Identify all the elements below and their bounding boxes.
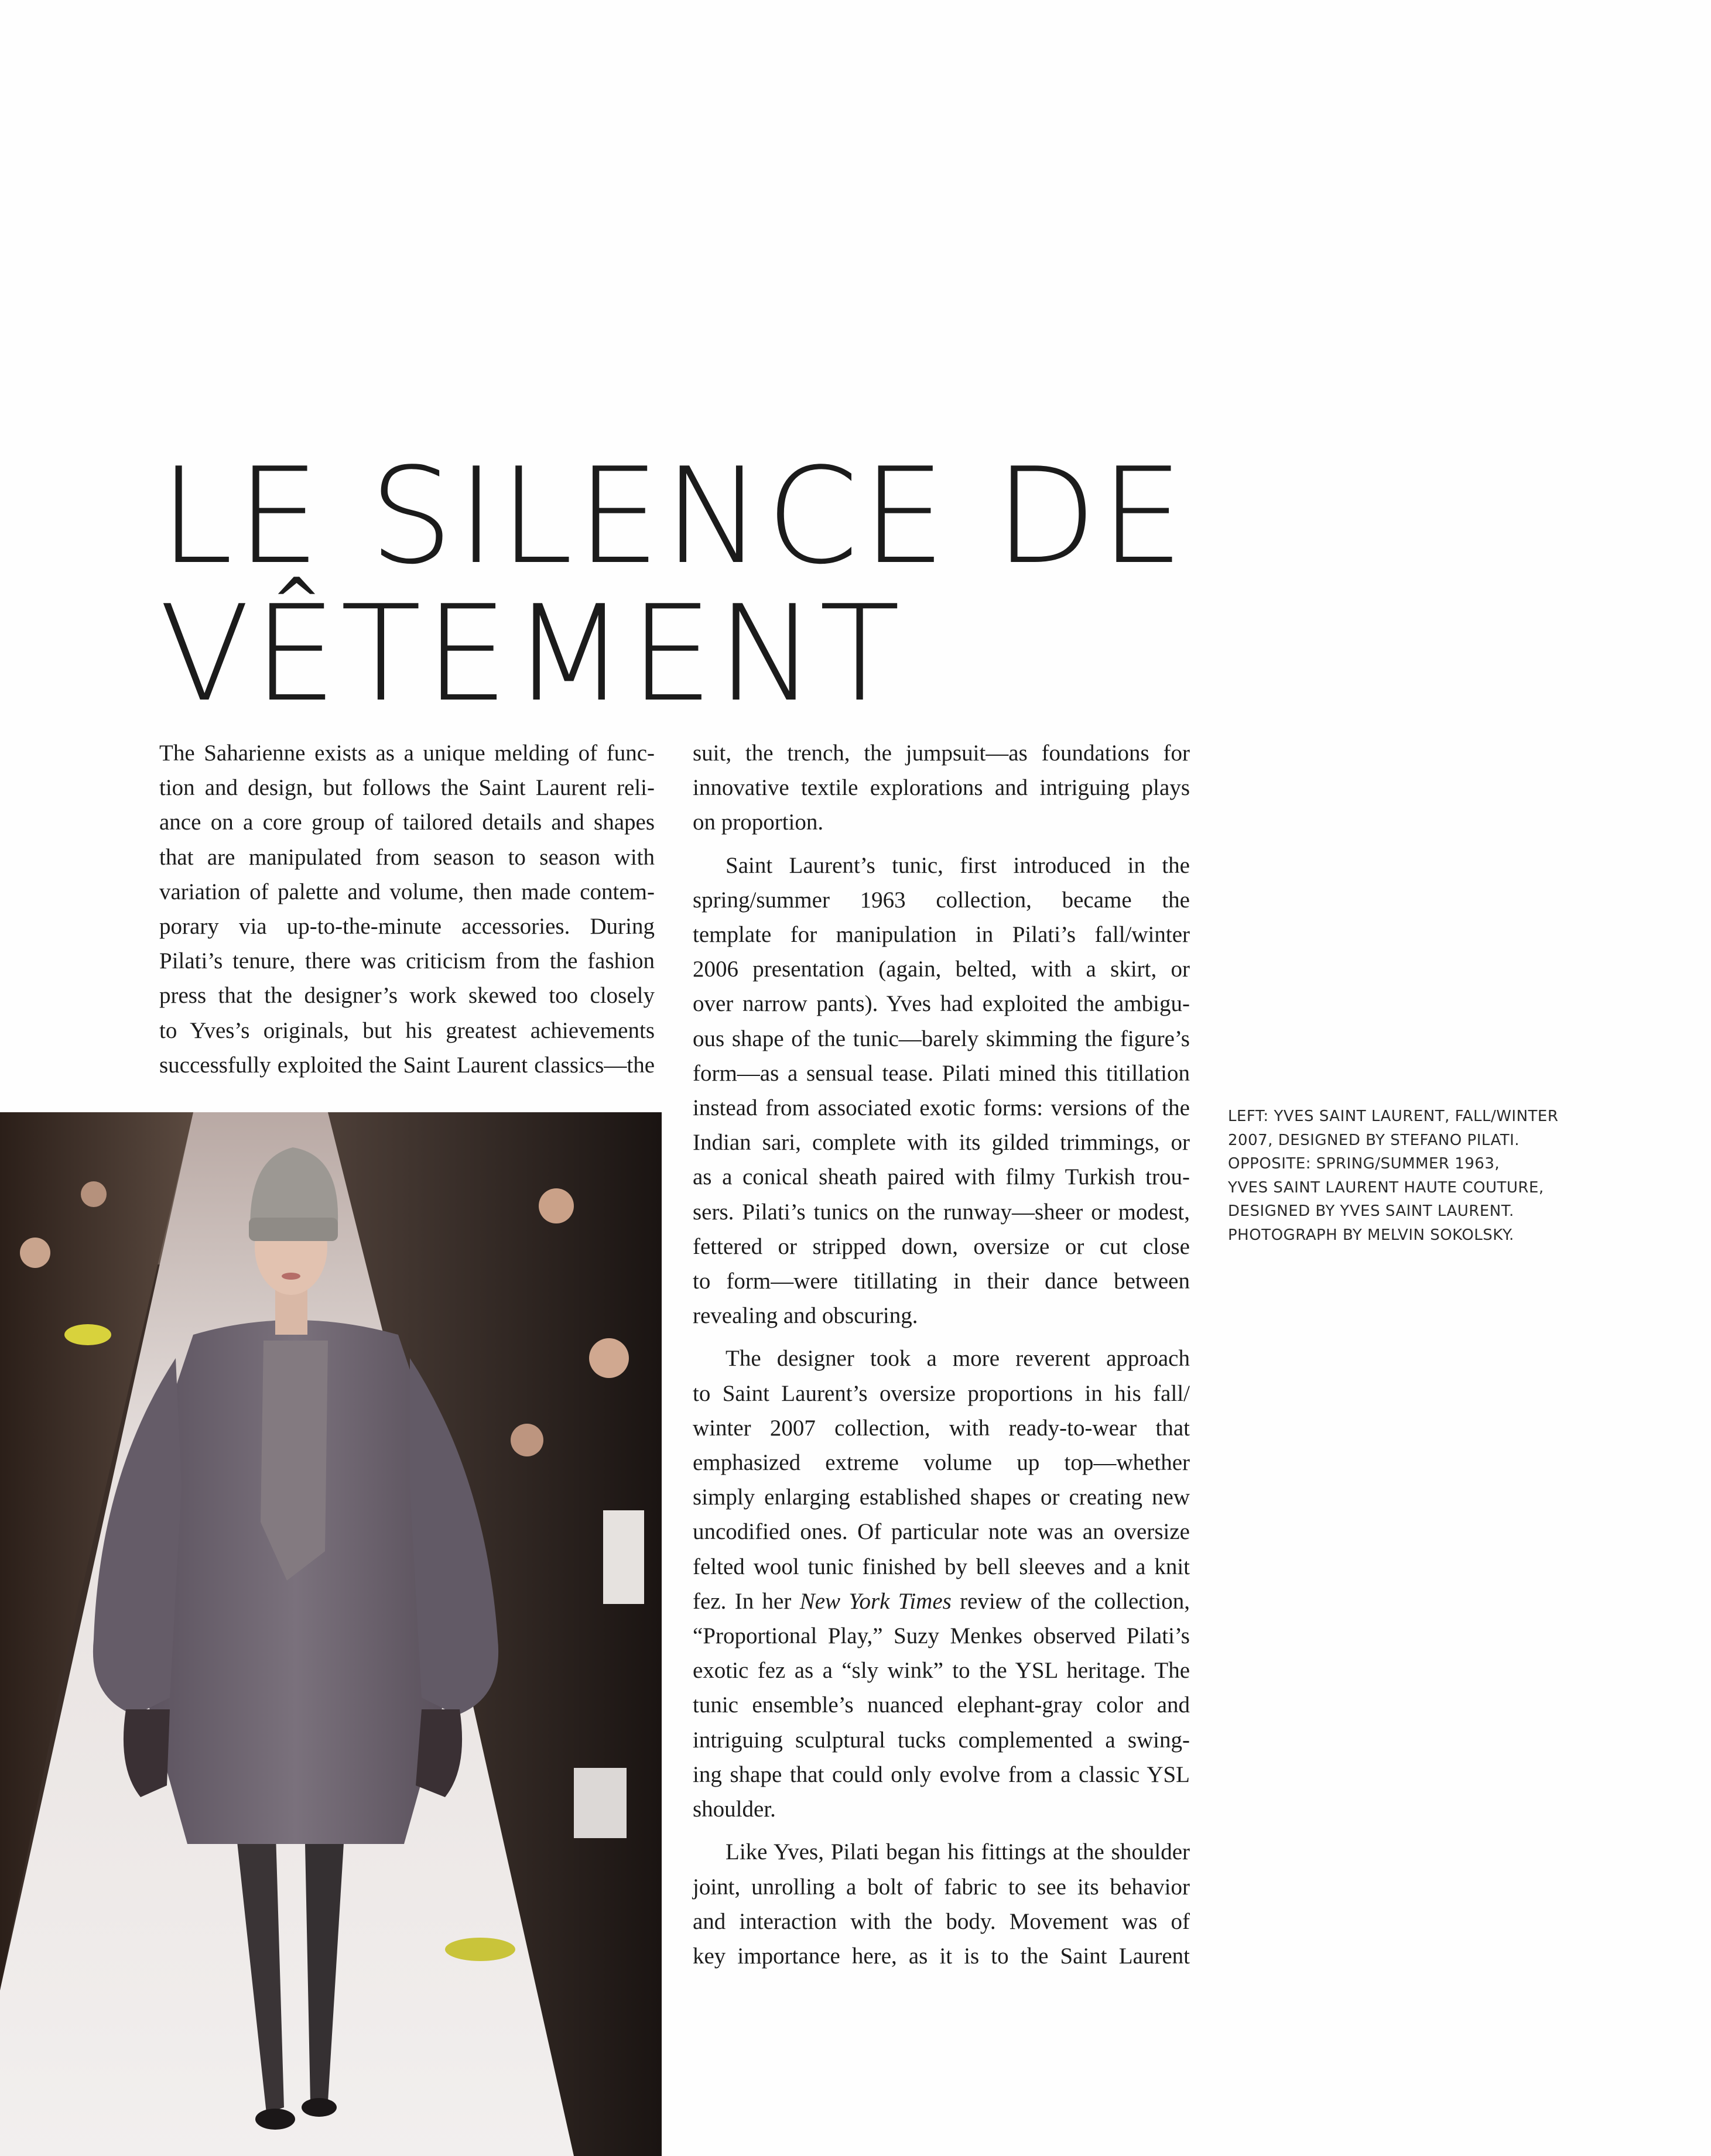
model-lips bbox=[282, 1273, 300, 1280]
text-line: on proportion. bbox=[693, 810, 824, 835]
text-line: ing shape that could only evolve from a classic YSL bbox=[693, 1761, 1190, 1787]
text-run: review of the collection, bbox=[951, 1588, 1190, 1614]
text-line: to Saint Laurent’s oversize proportions in his fall/ bbox=[693, 1380, 1190, 1406]
text-line: 2006 presentation (again, belted, with a skirt, or bbox=[693, 957, 1190, 982]
audience-face bbox=[81, 1181, 107, 1207]
audience-face bbox=[20, 1238, 50, 1268]
text-line: The designer took a more reverent approach bbox=[726, 1346, 1190, 1372]
text-line: exotic fez as a “sly wink” to the YSL heritage. The bbox=[693, 1658, 1190, 1684]
text-line: spring/summer 1963 collection, became the bbox=[693, 887, 1190, 913]
text-line: The Saharienne exists as a unique melding of func- bbox=[159, 741, 655, 766]
audience-paper bbox=[603, 1510, 644, 1604]
text-line: innovative textile explorations and intriguing plays bbox=[693, 775, 1190, 801]
knit-hat-brim bbox=[249, 1218, 338, 1241]
model-shoe bbox=[302, 2098, 337, 2117]
text-line: successfully exploited the Saint Laurent classics—the bbox=[159, 1052, 655, 1078]
text-line: to Yves’s originals, but his greatest achievements bbox=[159, 1017, 655, 1043]
text-line: sers. Pilati’s tunics on the runway—sheer or modest, bbox=[693, 1199, 1190, 1225]
text-line: felted wool tunic finished by bell sleeves and a knit bbox=[693, 1554, 1190, 1579]
text-line: revealing and obscuring. bbox=[693, 1303, 918, 1329]
text-line: tion and design, but follows the Saint Laurent reli- bbox=[159, 775, 655, 801]
model-shoe bbox=[255, 2109, 295, 2130]
audience-face bbox=[539, 1188, 574, 1223]
caption-line: 2007, DESIGNED BY STEFANO PILATI. bbox=[1228, 1131, 1520, 1149]
audience-paper bbox=[574, 1768, 627, 1838]
text-line: Indian sari, complete with its gilded trimmings, or bbox=[693, 1130, 1190, 1156]
text-line: uncodified ones. Of particular note was an oversize bbox=[693, 1519, 1190, 1545]
body-column-right bbox=[693, 736, 1190, 1973]
text-line: ance on a core group of tailored details and shapes bbox=[159, 810, 655, 835]
page-title-line-1: LE SILENCE DE bbox=[159, 440, 1188, 594]
caption-line: OPPOSITE: SPRING/SUMMER 1963, bbox=[1228, 1155, 1500, 1173]
publication-title: New York Times bbox=[799, 1588, 952, 1614]
text-line: Saint Laurent’s tunic, first introduced in the bbox=[726, 852, 1190, 878]
model-neck bbox=[275, 1288, 307, 1335]
audience-yellow-shoe bbox=[445, 1938, 515, 1961]
text-line: shoulder. bbox=[693, 1797, 776, 1822]
caption-line: DESIGNED BY YVES SAINT LAURENT. bbox=[1228, 1202, 1514, 1220]
text-line: template for manipulation in Pilati’s fall/winter bbox=[693, 922, 1190, 948]
text-line-with-italic bbox=[693, 1584, 1190, 1619]
text-line: press that the designer’s work skewed too closely bbox=[159, 983, 655, 1009]
photo-caption bbox=[1228, 1105, 1591, 1247]
text-line: over narrow pants). Yves had exploited the ambigu- bbox=[693, 991, 1190, 1017]
page-title-line-2: VÊTEMENT bbox=[159, 577, 904, 731]
audience-face bbox=[589, 1338, 629, 1378]
text-line: suit, the trench, the jumpsuit—as foundations for bbox=[693, 741, 1190, 766]
text-line: Like Yves, Pilati began his fittings at the shoulder bbox=[726, 1839, 1190, 1865]
text-line: winter 2007 collection, with ready-to-wear that bbox=[693, 1415, 1190, 1441]
audience-yellow-bag bbox=[64, 1324, 111, 1345]
caption-line: PHOTOGRAPH BY MELVIN SOKOLSKY. bbox=[1228, 1226, 1514, 1244]
text-line: and interaction with the body. Movement was of bbox=[693, 1908, 1190, 1934]
text-line: tunic ensemble’s nuanced elephant-gray color and bbox=[693, 1692, 1190, 1718]
runway-illustration bbox=[0, 1112, 662, 2156]
text-line: porary via up-to-the-minute accessories. During bbox=[159, 914, 655, 940]
text-line: variation of palette and volume, then made contem- bbox=[159, 879, 655, 904]
text-line: to form—were titillating in their dance between bbox=[693, 1269, 1190, 1294]
text-line: intriguing sculptural tucks complemented a swing- bbox=[693, 1727, 1190, 1753]
text-line: joint, unrolling a bolt of fabric to see its behavior bbox=[693, 1874, 1190, 1900]
text-line: key importance here, as it is to the Saint Laurent bbox=[693, 1943, 1190, 1969]
text-line: emphasized extreme volume up top—whether bbox=[693, 1450, 1190, 1476]
audience-face bbox=[511, 1424, 543, 1456]
caption-line: YVES SAINT LAURENT HAUTE COUTURE, bbox=[1228, 1178, 1544, 1197]
text-line: that are manipulated from season to season with bbox=[159, 844, 655, 870]
runway-model-photo bbox=[0, 1112, 662, 2156]
text-line: Pilati’s tenure, there was criticism from the fashion bbox=[159, 948, 655, 974]
text-run: fez. In her bbox=[693, 1588, 800, 1614]
caption-line: LEFT: YVES SAINT LAURENT, FALL/WINTER bbox=[1228, 1108, 1559, 1125]
text-line: simply enlarging established shapes or creating new bbox=[693, 1485, 1190, 1510]
text-line: as a conical sheath paired with filmy Turkish trou- bbox=[693, 1164, 1190, 1190]
text-line: fettered or stripped down, oversize or cut close bbox=[693, 1233, 1190, 1259]
text-line: form—as a sensual tease. Pilati mined this titillation bbox=[693, 1060, 1190, 1086]
body-column-left bbox=[159, 736, 655, 1082]
text-line: instead from associated exotic forms: versions of the bbox=[693, 1095, 1190, 1121]
text-line: “Proportional Play,” Suzy Menkes observed Pilati’s bbox=[693, 1623, 1190, 1649]
text-line: ous shape of the tunic—barely skimming the figure’s bbox=[693, 1026, 1190, 1051]
